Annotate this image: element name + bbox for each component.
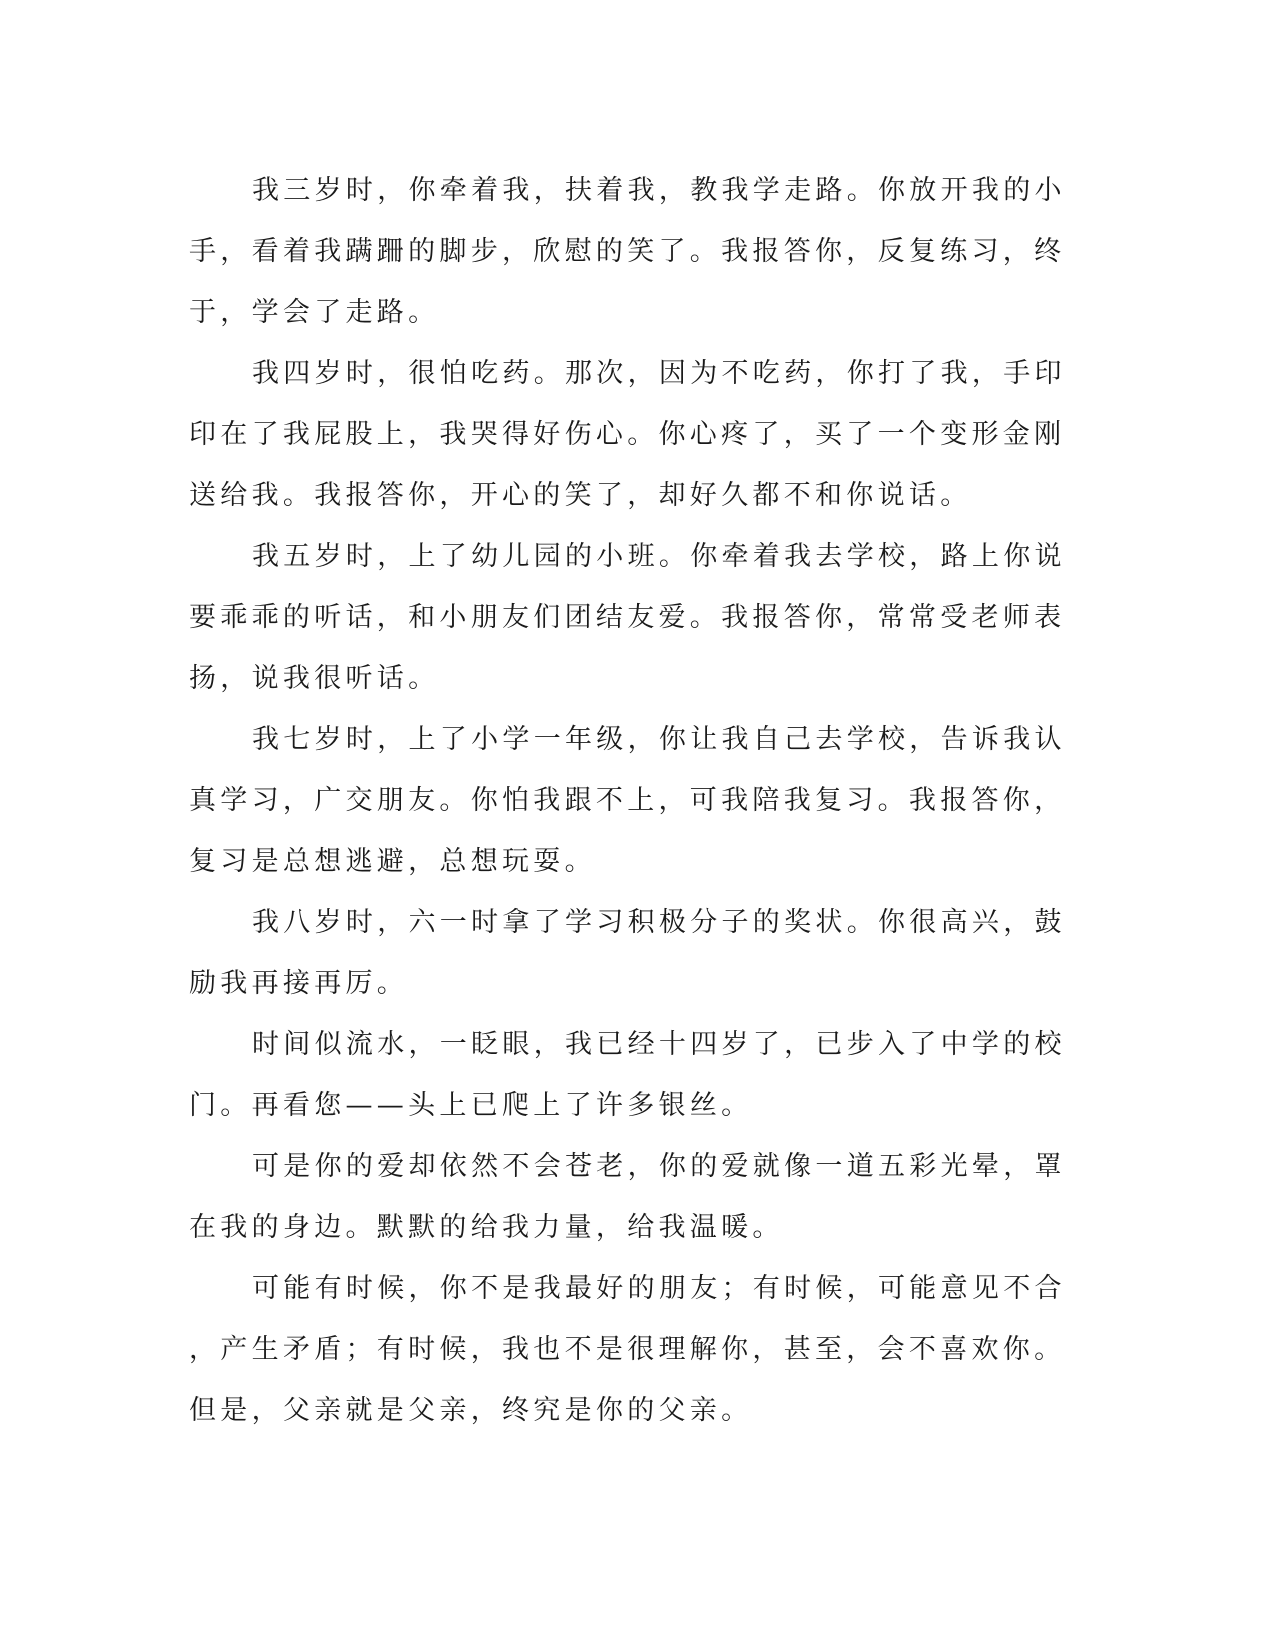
paragraph: 可是你的爱却依然不会苍老，你的爱就像一道五彩光晕，罩在我的身边。默默的给我力量，给我温暖。 <box>189 1151 1066 1243</box>
document-body <box>189 160 1069 1441</box>
paragraph: 我五岁时，上了幼儿园的小班。你牵着我去学校，路上你说要乖乖的听话，和小朋友们团结友爱。我报答你，常常受老师表扬，说我很听话。 <box>189 541 1066 694</box>
paragraph: 时间似流水，一眨眼，我已经十四岁了，已步入了中学的校门。再看您——头上已爬上了许多银丝。 <box>189 1029 1066 1121</box>
paragraph: 我四岁时，很怕吃药。那次，因为不吃药，你打了我，手印印在了我屁股上，我哭得好伤心。你心疼了，买了一个变形金刚送给我。我报答你，开心的笑了，却好久都不和你说话。 <box>189 358 1066 511</box>
paragraph: 可能有时候，你不是我最好的朋友；有时候，可能意见不合，产生矛盾；有时候，我也不是很理解你，甚至，会不喜欢你。但是，父亲就是父亲，终究是你的父亲。 <box>189 1273 1066 1426</box>
paragraph: 我三岁时，你牵着我，扶着我，教我学走路。你放开我的小手，看着我蹒跚的脚步，欣慰的笑了。我报答你，反复练习，终于，学会了走路。 <box>189 175 1066 328</box>
paragraph: 我八岁时，六一时拿了学习积极分子的奖状。你很高兴，鼓励我再接再厉。 <box>189 907 1066 999</box>
paragraph: 我七岁时，上了小学一年级，你让我自己去学校，告诉我认真学习，广交朋友。你怕我跟不上，可我陪我复习。我报答你，复习是总想逃避，总想玩耍。 <box>189 724 1066 877</box>
